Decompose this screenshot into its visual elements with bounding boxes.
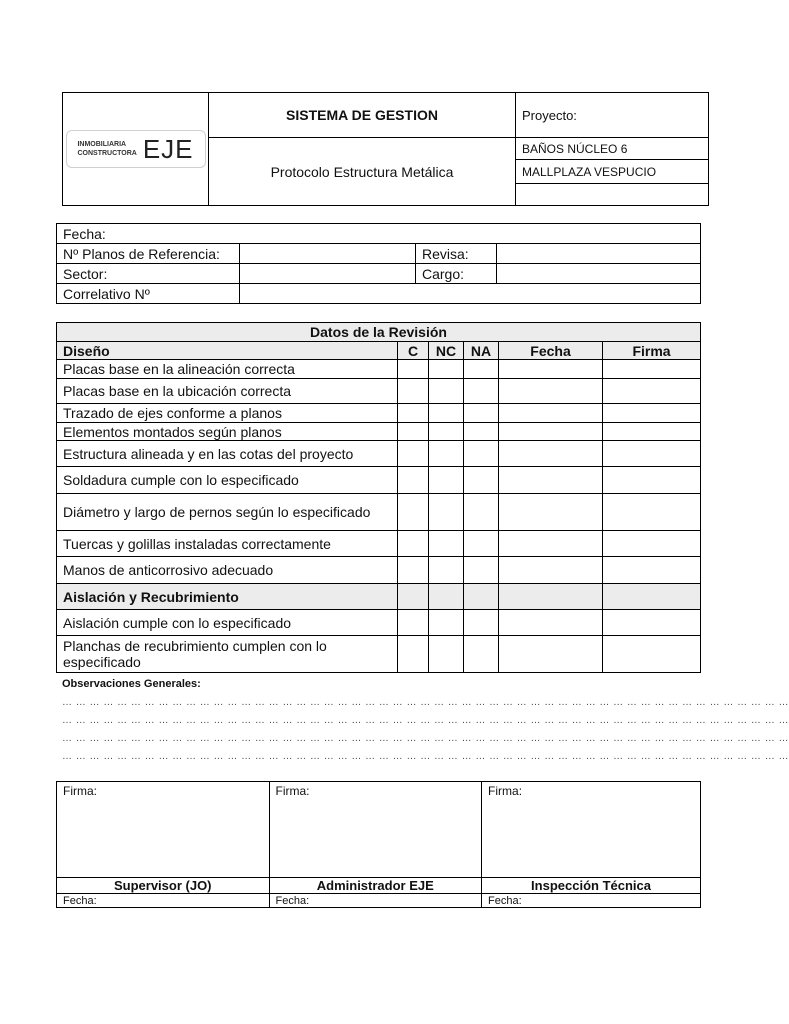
correlativo-label: Correlativo Nº xyxy=(57,284,240,304)
checklist-item-label: Placas base en la alineación correcta xyxy=(57,360,398,379)
checklist-item-label: Diámetro y largo de pernos según lo especificado xyxy=(57,494,398,531)
checklist-na-cell[interactable] xyxy=(464,610,499,636)
checklist-fecha-cell[interactable] xyxy=(499,441,603,467)
checklist-item-label: Placas base en la ubicación correcta xyxy=(57,379,398,404)
checklist-c-cell[interactable] xyxy=(398,423,429,441)
planos-label: Nº Planos de Referencia: xyxy=(57,244,240,264)
checklist-c-cell[interactable] xyxy=(398,467,429,494)
checklist-nc-cell[interactable] xyxy=(429,531,464,557)
checklist-row xyxy=(57,404,701,423)
checklist-row xyxy=(57,557,701,584)
checklist-item-label: Manos de anticorrosivo adecuado xyxy=(57,557,398,584)
checklist-firma-cell[interactable] xyxy=(603,423,701,441)
checklist-item-label: Elementos montados según planos xyxy=(57,423,398,441)
checklist-na-cell[interactable] xyxy=(464,531,499,557)
checklist-nc-cell[interactable] xyxy=(429,423,464,441)
checklist-c-cell[interactable] xyxy=(398,494,429,531)
checklist-row xyxy=(57,360,701,379)
checklist-row xyxy=(57,636,701,673)
checklist-nc-cell[interactable] xyxy=(429,467,464,494)
sector-value[interactable] xyxy=(240,264,416,284)
checklist-item-label: Estructura alineada y en las cotas del proyecto xyxy=(57,441,398,467)
checklist-row xyxy=(57,610,701,636)
project-line-3[interactable] xyxy=(516,184,709,206)
fecha-supervisor[interactable]: Fecha: xyxy=(57,894,270,908)
checklist-row xyxy=(57,441,701,467)
checklist-c-cell[interactable] xyxy=(398,636,429,673)
checklist-firma-cell[interactable] xyxy=(603,557,701,584)
checklist-c-cell[interactable] xyxy=(398,531,429,557)
signature-box-administrador[interactable] xyxy=(269,782,482,878)
checklist-fecha-cell[interactable] xyxy=(499,557,603,584)
checklist-nc-cell[interactable] xyxy=(429,360,464,379)
checklist-firma-cell[interactable] xyxy=(603,494,701,531)
firma-label: Firma: xyxy=(275,784,310,798)
checklist-na-cell[interactable] xyxy=(464,557,499,584)
fecha-label: Fecha: xyxy=(57,224,701,244)
checklist-fecha-cell[interactable] xyxy=(499,636,603,673)
checklist-na-cell[interactable] xyxy=(464,379,499,404)
observations-title: Observaciones Generales: xyxy=(62,678,201,690)
checklist-fecha-cell[interactable] xyxy=(499,531,603,557)
fecha-administrador[interactable]: Fecha: xyxy=(269,894,482,908)
checklist-row xyxy=(57,379,701,404)
checklist-item-label: Planchas de recubrimiento cumplen con lo especificado xyxy=(57,636,398,673)
checklist-c-cell[interactable] xyxy=(398,404,429,423)
checklist-firma-cell[interactable] xyxy=(603,467,701,494)
protocol-title: Protocolo Estructura Metálica xyxy=(209,138,516,206)
section-aislacion: Aislación y Recubrimiento xyxy=(57,584,398,610)
checklist-row xyxy=(57,423,701,441)
checklist-fecha-cell[interactable] xyxy=(499,379,603,404)
checklist-item-label: Tuercas y golillas instaladas correctamente xyxy=(57,531,398,557)
checklist-fecha-cell[interactable] xyxy=(499,610,603,636)
checklist-c-cell[interactable] xyxy=(398,360,429,379)
col-c: C xyxy=(398,342,429,360)
checklist-na-cell[interactable] xyxy=(464,494,499,531)
col-na: NA xyxy=(464,342,499,360)
system-title: SISTEMA DE GESTION xyxy=(209,93,516,138)
checklist-fecha-cell[interactable] xyxy=(499,467,603,494)
checklist-na-cell[interactable] xyxy=(464,441,499,467)
header-table xyxy=(62,92,709,206)
checklist-item-label: Trazado de ejes conforme a planos xyxy=(57,404,398,423)
observation-line[interactable]: … … … … … … … … … … … … … … … … … … … … … … … … … … … … … … … … … … … … … … … … … … … … … … … … … … … … … xyxy=(62,697,789,708)
col-firma: Firma xyxy=(603,342,701,360)
observation-line[interactable]: … … … … … … … … … … … … … … … … … … … … … … … … … … … … … … … … … … … … … … … … … … … … … … … … … … … … … xyxy=(62,715,789,726)
checklist-item-label: Soldadura cumple con lo especificado xyxy=(57,467,398,494)
role-inspeccion: Inspección Técnica xyxy=(482,878,701,894)
project-label: Proyecto: xyxy=(516,93,709,138)
checklist-row xyxy=(57,467,701,494)
checklist-firma-cell[interactable] xyxy=(603,441,701,467)
checklist-firma-cell[interactable] xyxy=(603,610,701,636)
signature-box-supervisor[interactable] xyxy=(57,782,270,878)
checklist-c-cell[interactable] xyxy=(398,379,429,404)
firma-label: Firma: xyxy=(63,784,97,798)
cargo-value[interactable] xyxy=(497,264,701,284)
checklist-c-cell[interactable] xyxy=(398,610,429,636)
checklist-na-cell[interactable] xyxy=(464,404,499,423)
checklist-fecha-cell[interactable] xyxy=(499,423,603,441)
checklist-firma-cell[interactable] xyxy=(603,404,701,423)
logo-mark: EJE xyxy=(142,133,194,164)
col-fecha: Fecha xyxy=(499,342,603,360)
project-line-1: BAÑOS NÚCLEO 6 xyxy=(516,138,709,160)
firma-label: Firma: xyxy=(488,784,523,798)
checklist-firma-cell[interactable] xyxy=(603,360,701,379)
observation-line[interactable]: … … … … … … … … … … … … … … … … … … … … … … … … … … … … … … … … … … … … … … … … … … … … … … … … … … … … … xyxy=(62,733,789,744)
checklist-na-cell[interactable] xyxy=(464,360,499,379)
role-supervisor: Supervisor (JO) xyxy=(57,878,270,894)
sector-label: Sector: xyxy=(57,264,240,284)
signature-box-inspeccion[interactable] xyxy=(482,782,701,878)
logo-cell xyxy=(63,93,209,206)
section-diseno: Diseño xyxy=(57,342,398,360)
checklist-nc-cell[interactable] xyxy=(429,494,464,531)
checklist-na-cell[interactable] xyxy=(464,467,499,494)
checklist-nc-cell[interactable] xyxy=(429,557,464,584)
fecha-inspeccion[interactable]: Fecha: xyxy=(482,894,701,908)
checklist-nc-cell[interactable] xyxy=(429,379,464,404)
role-administrador: Administrador EJE xyxy=(269,878,482,894)
checklist-na-cell[interactable] xyxy=(464,636,499,673)
info-table xyxy=(56,223,701,304)
planos-value[interactable] xyxy=(240,244,416,264)
project-line-2: MALLPLAZA VESPUCIO xyxy=(516,160,709,184)
checklist-fecha-cell[interactable] xyxy=(499,494,603,531)
checklist-firma-cell[interactable] xyxy=(603,531,701,557)
checklist-c-cell[interactable] xyxy=(398,557,429,584)
checklist-row xyxy=(57,531,701,557)
revisa-value[interactable] xyxy=(497,244,701,264)
logo-bottom-text: CONSTRUCTORA xyxy=(77,150,137,157)
checklist-nc-cell[interactable] xyxy=(429,404,464,423)
checklist-nc-cell[interactable] xyxy=(429,610,464,636)
observation-line[interactable]: … … … … … … … … … … … … … … … … … … … … … … … … … … … … … … … … … … … … … … … … … … … … … … … … … … … … … xyxy=(62,751,789,762)
revisa-label: Revisa: xyxy=(416,244,497,264)
correlativo-value[interactable] xyxy=(240,284,701,304)
cargo-label: Cargo: xyxy=(416,264,497,284)
company-logo xyxy=(66,130,206,168)
review-table xyxy=(56,322,701,673)
review-title: Datos de la Revisión xyxy=(57,323,701,342)
checklist-row xyxy=(57,494,701,531)
col-nc: NC xyxy=(429,342,464,360)
checklist-nc-cell[interactable] xyxy=(429,636,464,673)
signature-table xyxy=(56,781,701,908)
checklist-c-cell[interactable] xyxy=(398,441,429,467)
checklist-nc-cell[interactable] xyxy=(429,441,464,467)
checklist-fecha-cell[interactable] xyxy=(499,404,603,423)
checklist-firma-cell[interactable] xyxy=(603,636,701,673)
checklist-fecha-cell[interactable] xyxy=(499,360,603,379)
logo-top-text: INMOBILIARIA xyxy=(77,141,127,148)
checklist-firma-cell[interactable] xyxy=(603,379,701,404)
checklist-item-label: Aislación cumple con lo especificado xyxy=(57,610,398,636)
checklist-na-cell[interactable] xyxy=(464,423,499,441)
